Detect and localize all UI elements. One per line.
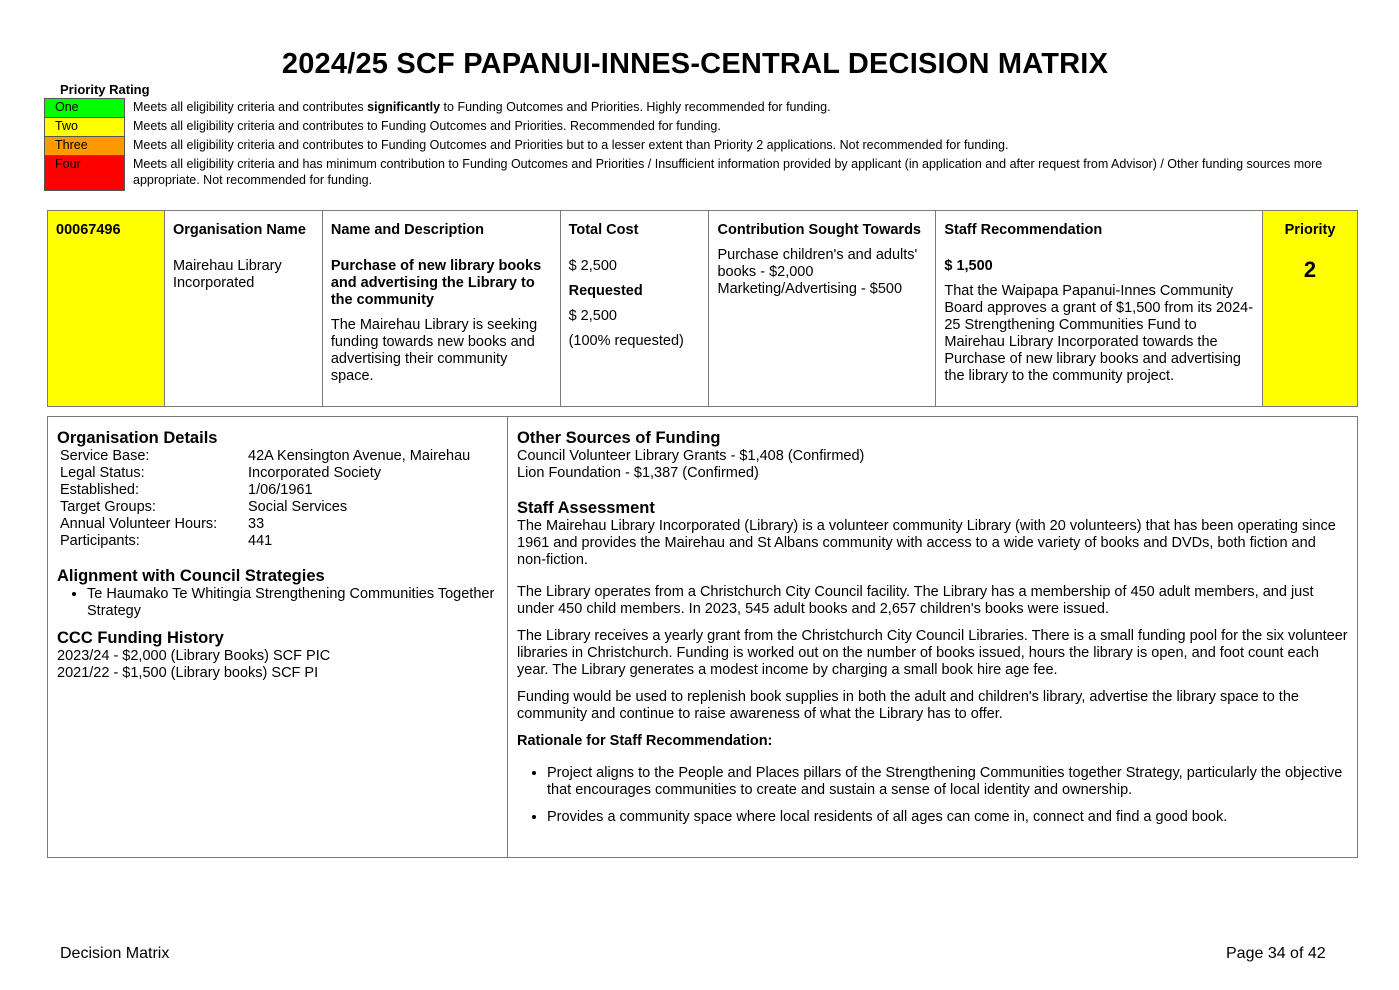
legend-row-four <box>44 155 1344 191</box>
priority-header: Priority <box>1284 222 1336 238</box>
assessment-paragraph: Funding would be used to replenish book supplies in both the adult and children's library, advertise the library space to the community and continue to raise awareness of what the Library has to offer. <box>517 689 1299 722</box>
other-funding-heading: Other Sources of Funding <box>517 429 721 447</box>
detail-row: Established: 1/06/1961 <box>60 482 313 498</box>
application-id-cell <box>48 211 165 407</box>
staff-recommendation-header: Staff Recommendation <box>944 222 1103 238</box>
contribution-header: Contribution Sought Towards <box>717 222 921 238</box>
legend-swatch-one: One <box>44 98 125 117</box>
legend-text-three: Meets all eligibility criteria and contributes to Funding Outcomes and Priorities but to a lesser extent than Priority 2 applications. Not recommended for funding. <box>133 138 1009 152</box>
priority-value: 2 <box>1303 257 1317 282</box>
name-description-header: Name and Description <box>330 222 484 238</box>
legend-text-four: Meets all eligibility criteria and has minimum contribution to Funding Outcomes and Priorities / Insufficient information provided by applicant (in application and after request from Advisor) / Other funding sources more appropriate. Not recommended for funding. <box>133 157 1323 187</box>
priority-cell <box>1263 211 1358 407</box>
total-cost-header: Total Cost <box>568 222 639 238</box>
legend-text-one: Meets all eligibility criteria and contributes significantly to Funding Outcomes and Priorities. Highly recommended for funding. <box>133 100 831 114</box>
legend-row-three <box>44 136 1344 155</box>
contribution-line: Purchase children's and adults' books - $2,000 <box>717 247 918 280</box>
detail-row: Legal Status: Incorporated Society <box>60 465 381 481</box>
org-details-column <box>48 417 508 857</box>
total-cost-value: $ 2,500 <box>568 258 617 274</box>
requested-value: $ 2,500 <box>568 308 617 324</box>
detail-row: Target Groups: Social Services <box>60 499 348 515</box>
staff-assessment-heading: Staff Assessment <box>517 499 655 517</box>
other-funding-item: Lion Foundation - $1,387 (Confirmed) <box>517 465 759 481</box>
org-details-heading: Organisation Details <box>57 429 218 447</box>
legend-text-two: Meets all eligibility criteria and contributes to Funding Outcomes and Priorities. Recommended for funding. <box>133 119 721 133</box>
application-id: 00067496 <box>56 222 121 238</box>
alignment-heading: Alignment with Council Strategies <box>57 567 325 585</box>
legend-swatch-two: Two <box>44 117 125 136</box>
legend-row-one <box>44 98 1344 117</box>
legend-swatch-four: Four <box>44 155 125 191</box>
org-name: Mairehau Library Incorporated <box>172 258 282 291</box>
footer-page-number: Page 34 of 42 <box>1226 945 1326 962</box>
table-row <box>48 211 1358 407</box>
priority-legend <box>44 98 1344 191</box>
staff-recommendation-cell <box>936 211 1263 407</box>
requested-label: Requested <box>568 283 643 299</box>
org-name-cell <box>164 211 322 407</box>
alignment-list <box>57 586 498 620</box>
rationale-heading: Rationale for Staff Recommendation: <box>517 733 773 749</box>
project-description: The Mairehau Library is seeking funding towards new books and advertising their community space. <box>330 317 538 384</box>
list-item: • Project aligns to the People and Places pillars of the Strengthening Communities together Strategy, particularly the objective that encourages communities to create and sustain a sense of local identity and ownership. <box>547 765 1348 799</box>
recommendation-text: That the Waipapa Papanui-Innes Community Board approves a grant of $1,500 from its 2024-25 Strengthening Communities Fund to Mairehau Library Incorporated towards the Purchase of new library books and advertising the library to the community project. <box>944 283 1254 384</box>
funding-history-item: 2021/22 - $1,500 (Library books) SCF PI <box>57 665 319 681</box>
org-name-header: Organisation Name <box>172 222 306 238</box>
contribution-cell <box>709 211 936 407</box>
total-cost-cell <box>560 211 709 407</box>
funding-history-item: 2023/24 - $2,000 (Library Books) SCF PIC <box>57 648 331 664</box>
assessment-paragraph: The Library receives a yearly grant from the Christchurch City Council Libraries. There is a small funding pool for the six volunteer libraries in Christchurch. Funding is worked out on the number of books issued, hours the library is open, and foot count each year. The Library generates a modest income by charging a small book hire age fee. <box>517 628 1348 678</box>
list-item: • Provides a community space where local residents of all ages can come in, connect and find a good book. <box>547 809 1348 826</box>
detail-row: Annual Volunteer Hours: 33 <box>60 516 265 532</box>
rationale-list <box>517 765 1348 826</box>
details-panel <box>47 416 1358 858</box>
footer-doc-name: Decision Matrix <box>60 945 170 962</box>
assessment-paragraph: The Library operates from a Christchurch City Council facility. The Library has a membership of 450 adult members, and just under 450 child members. In 2023, 545 adult books and 2,657 children's books were issued. <box>517 584 1314 617</box>
funding-history-heading: CCC Funding History <box>57 629 224 647</box>
priority-rating-heading: Priority Rating <box>60 82 150 97</box>
requested-percent: (100% requested) <box>568 333 684 349</box>
detail-row: Participants: 441 <box>60 533 273 549</box>
name-description-cell <box>322 211 560 407</box>
detail-row: Service Base: 42A Kensington Avenue, Mairehau <box>60 448 471 464</box>
other-funding-item: Council Volunteer Library Grants - $1,408 (Confirmed) <box>517 448 865 464</box>
recommendation-amount: $ 1,500 <box>944 258 993 274</box>
list-item: • Te Haumako Te Whitingia Strengthening Communities Together Strategy <box>87 586 498 620</box>
page-title: 2024/25 SCF PAPANUI-INNES-CENTRAL DECISION MATRIX <box>281 48 1109 80</box>
contribution-line: Marketing/Advertising - $500 <box>717 281 903 297</box>
assessment-paragraph: The Mairehau Library Incorporated (Library) is a volunteer community Library (with 20 volunteers) that has been operating since 1961 and provides the Mairehau and St Albans community with access to a wide variety of books and DVDs, both fiction and non-fiction. <box>517 518 1336 568</box>
decision-matrix-table <box>47 210 1358 407</box>
legend-row-two <box>44 117 1344 136</box>
project-name: Purchase of new library books and advertising the Library to the community <box>330 258 542 308</box>
legend-swatch-three: Three <box>44 136 125 155</box>
assessment-column <box>508 417 1357 857</box>
